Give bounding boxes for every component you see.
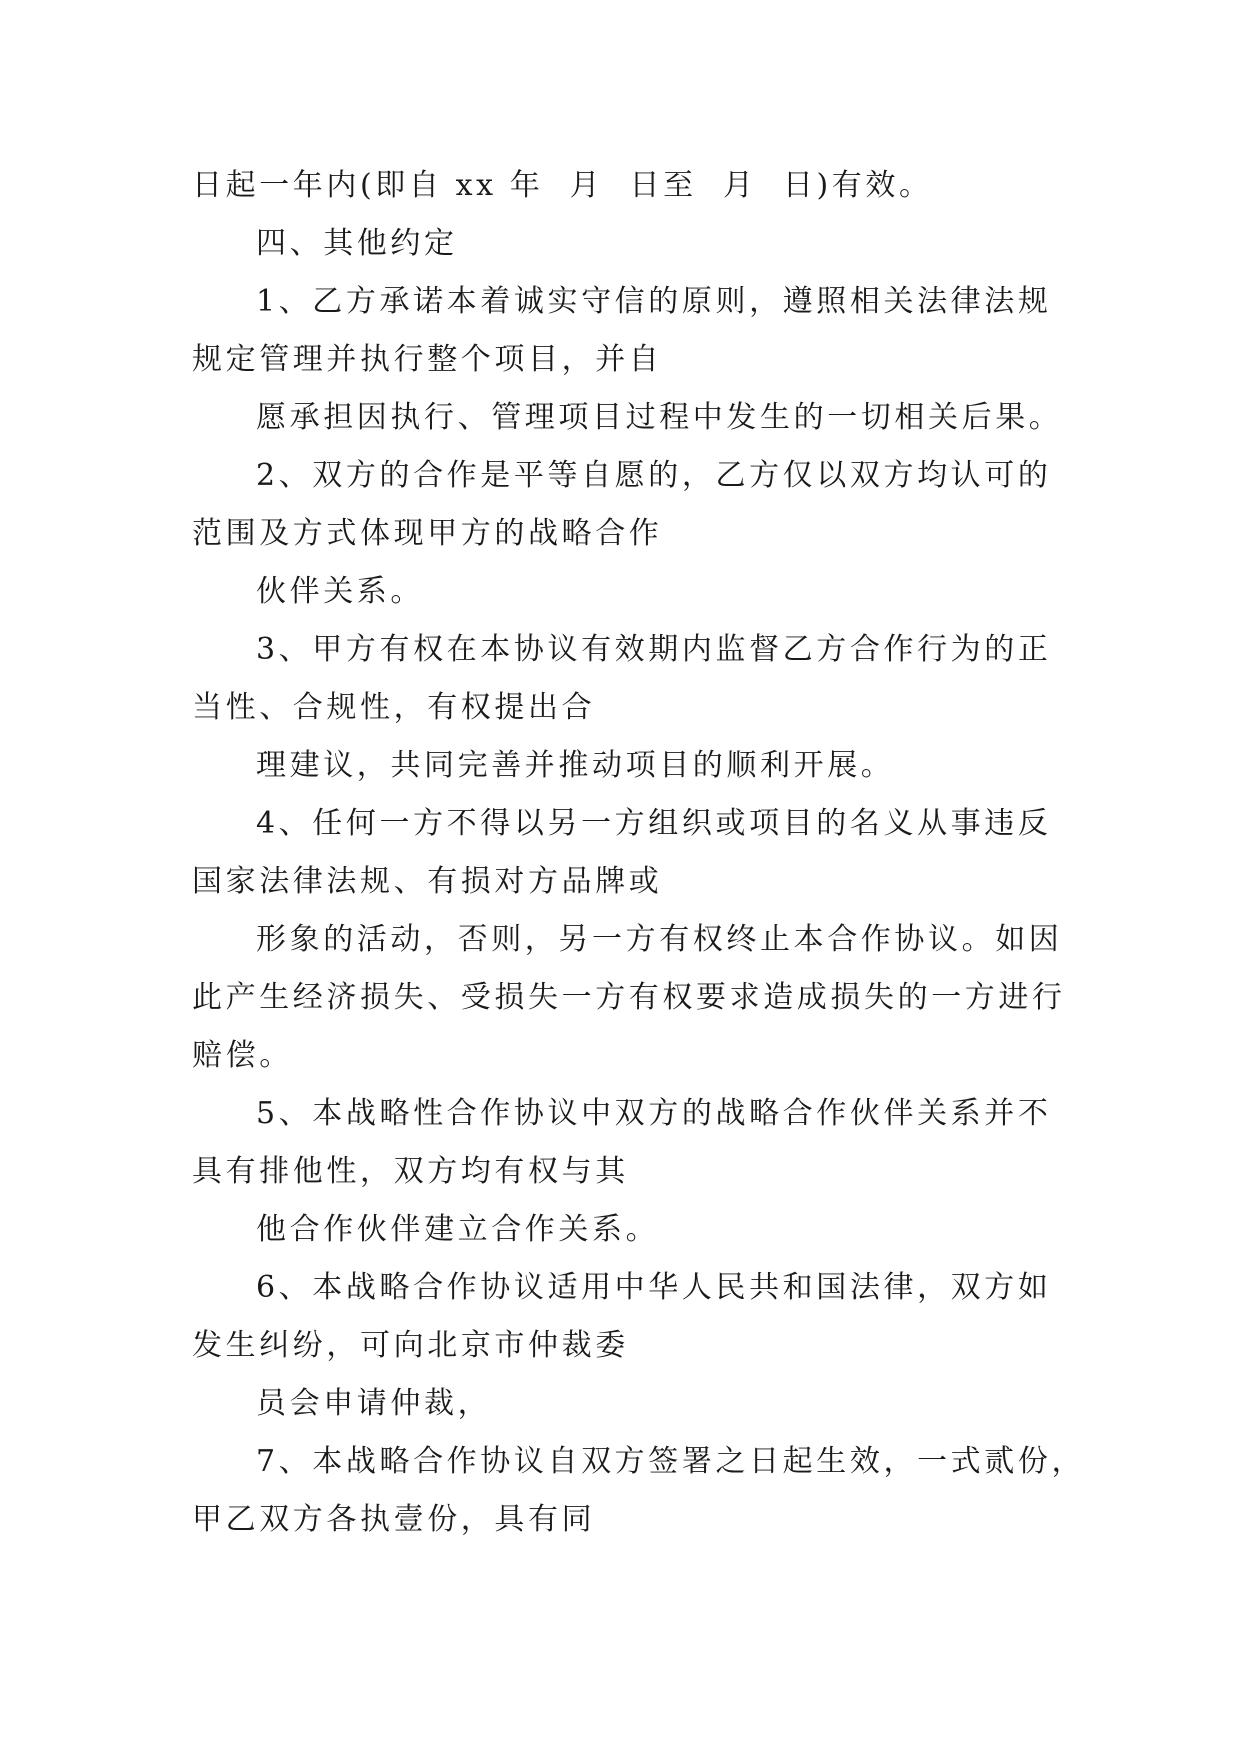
text-line: 理建议，共同完善并推动项目的顺利开展。 bbox=[256, 748, 895, 783]
clause-4: 4、任何一方不得以另一方组织或项目的名义从事违反 bbox=[256, 806, 1052, 841]
text-line: 员会申请仲裁， bbox=[256, 1386, 492, 1421]
text-line: 他合作伙伴建立合作关系。 bbox=[256, 1212, 660, 1247]
clause-2: 2、双方的合作是平等自愿的，乙方仅以双方均认可的 bbox=[256, 458, 1052, 493]
text-line: 愿承担因执行、管理项目过程中发生的一切相关后果。 bbox=[256, 400, 1063, 435]
text-line: 甲乙双方各执壹份，具有同 bbox=[192, 1502, 596, 1537]
clause-1: 1、乙方承诺本着诚实守信的原则，遵照相关法律法规 bbox=[256, 284, 1052, 319]
text-line: 形象的活动，否则，另一方有权终止本合作协议。如因 bbox=[256, 922, 1063, 957]
text-line: 范围及方式体现甲方的战略合作 bbox=[192, 516, 663, 551]
text-line: 国家法律法规、有损对方品牌或 bbox=[192, 864, 663, 899]
clause-3: 3、甲方有权在本协议有效期内监督乙方合作行为的正 bbox=[256, 632, 1052, 667]
section-heading: 四、其他约定 bbox=[256, 226, 458, 261]
text-line: 具有排他性，双方均有权与其 bbox=[192, 1154, 629, 1189]
text-line: 当性、合规性，有权提出合 bbox=[192, 690, 596, 725]
text-line: 伙伴关系。 bbox=[256, 574, 424, 609]
clause-7: 7、本战略合作协议自双方签署之日起生效，一式贰份， bbox=[256, 1444, 1086, 1479]
clause-5: 5、本战略性合作协议中双方的战略合作伙伴关系并不 bbox=[256, 1096, 1052, 1131]
text-line: 发生纠纷，可向北京市仲裁委 bbox=[192, 1328, 629, 1363]
text-line: 赔偿。 bbox=[192, 1038, 293, 1073]
text-line: 此产生经济损失、受损失一方有权要求造成损失的一方进行 bbox=[192, 980, 1066, 1015]
text-line: 日起一年内(即自 xx 年 月 日至 月 日)有效。 bbox=[192, 168, 933, 203]
text-line: 规定管理并执行整个项目，并自 bbox=[192, 342, 663, 377]
clause-6: 6、本战略合作协议适用中华人民共和国法律，双方如 bbox=[256, 1270, 1052, 1305]
